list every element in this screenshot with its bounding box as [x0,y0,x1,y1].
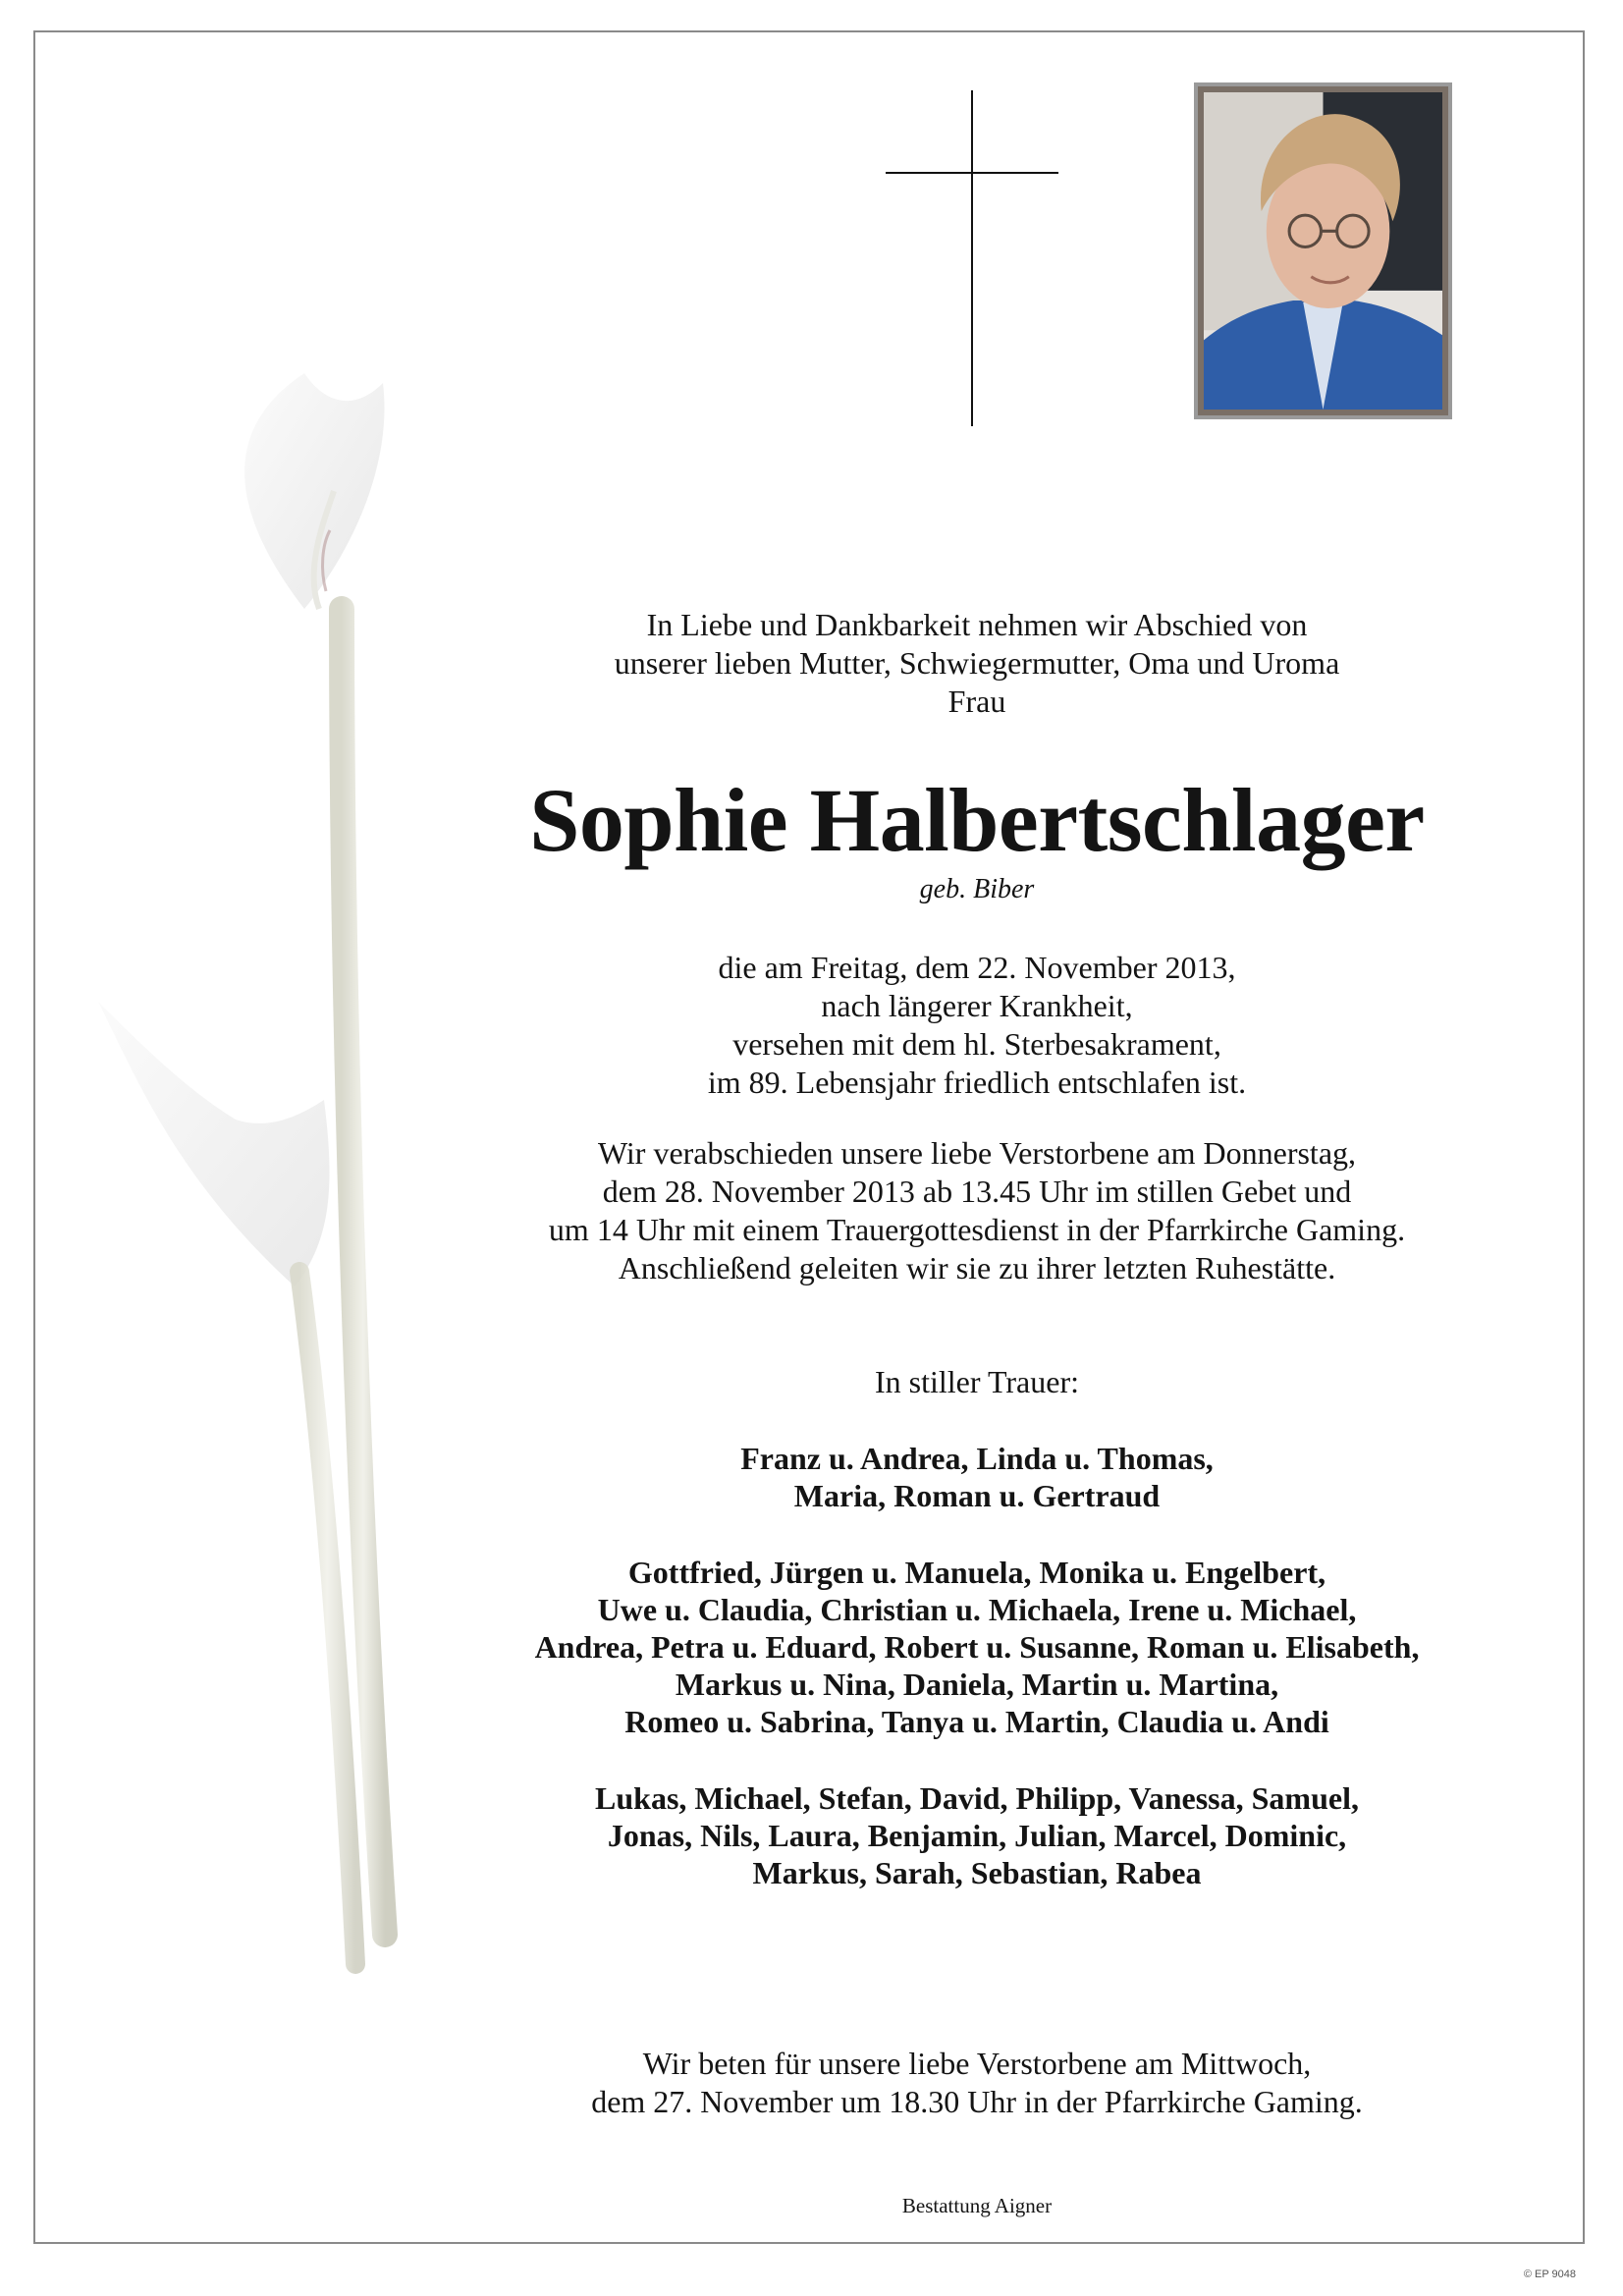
mourning-heading: In stiller Trauer: [875,1364,1079,1399]
death-notice-line: nach längerer Krankheit, [821,988,1133,1023]
funeral-details [481,1134,1473,1287]
mourner-line: Jonas, Nils, Laura, Benjamin, Julian, Marcel, Dominic, [607,1818,1347,1853]
mourner-line: Uwe u. Claudia, Christian u. Michaela, Irene u. Michael, [597,1592,1357,1627]
mourner-line: Franz u. Andrea, Linda u. Thomas, [740,1441,1214,1476]
prayer-line: dem 27. November um 18.30 Uhr in der Pfarrkirche Gaming. [591,2084,1363,2119]
death-notice-line: im 89. Lebensjahr friedlich entschlafen ist. [707,1065,1247,1100]
funeral-line: Wir verabschieden unsere liebe Verstorbene am Donnerstag, [597,1135,1357,1171]
mourners-grandchildren [481,1554,1473,1740]
prayer-notice [481,2045,1473,2121]
prayer-line: Wir beten für unsere liebe Verstorbene am Mittwoch, [642,2046,1312,2081]
template-code: © EP 9048 [1523,2269,1576,2280]
mourner-line: Romeo u. Sabrina, Tanya u. Martin, Claudia u. Andi [624,1704,1329,1739]
mourners-great-grandchildren [481,1779,1473,1891]
mourner-line: Gottfried, Jürgen u. Manuela, Monika u. Engelbert, [627,1555,1326,1590]
deceased-name: Sophie Halbertschlager [529,770,1425,870]
funeral-line: um 14 Uhr mit einem Trauergottesdienst in der Pfarrkirche Gaming. [548,1212,1406,1247]
mourner-line: Markus u. Nina, Daniela, Martin u. Martina, [675,1667,1279,1702]
intro-line: Frau [947,683,1006,719]
mourner-line: Lukas, Michael, Stefan, David, Philipp, Vanessa, Samuel, [595,1780,1359,1816]
death-notice-line: versehen mit dem hl. Sterbesakrament, [732,1026,1221,1062]
birth-name: geb. Biber [919,874,1035,904]
funeral-line: dem 28. November 2013 ab 13.45 Uhr im stillen Gebet und [602,1174,1352,1209]
mourners-children [481,1440,1473,1514]
lily-illustration [98,373,471,1994]
intro-line: In Liebe und Dankbarkeit nehmen wir Abschied von [646,607,1308,642]
cross-icon [886,90,1058,426]
portrait-photo [1204,92,1442,410]
portrait-frame [1194,82,1452,419]
intro-line: unserer lieben Mutter, Schwiegermutter, Oma und Uroma [614,645,1340,681]
funeral-line: Anschließend geleiten wir sie zu ihrer letzten Ruhestätte. [618,1250,1336,1285]
mourner-line: Maria, Roman u. Gertraud [793,1478,1161,1513]
mourner-line: Andrea, Petra u. Eduard, Robert u. Susanne, Roman u. Elisabeth, [534,1629,1420,1665]
death-notice [481,949,1473,1102]
undertaker-name: Bestattung Aigner [901,2194,1053,2217]
death-notice-line: die am Freitag, dem 22. November 2013, [718,950,1236,985]
intro-text [481,606,1473,721]
mourner-line: Markus, Sarah, Sebastian, Rabea [752,1855,1202,1890]
